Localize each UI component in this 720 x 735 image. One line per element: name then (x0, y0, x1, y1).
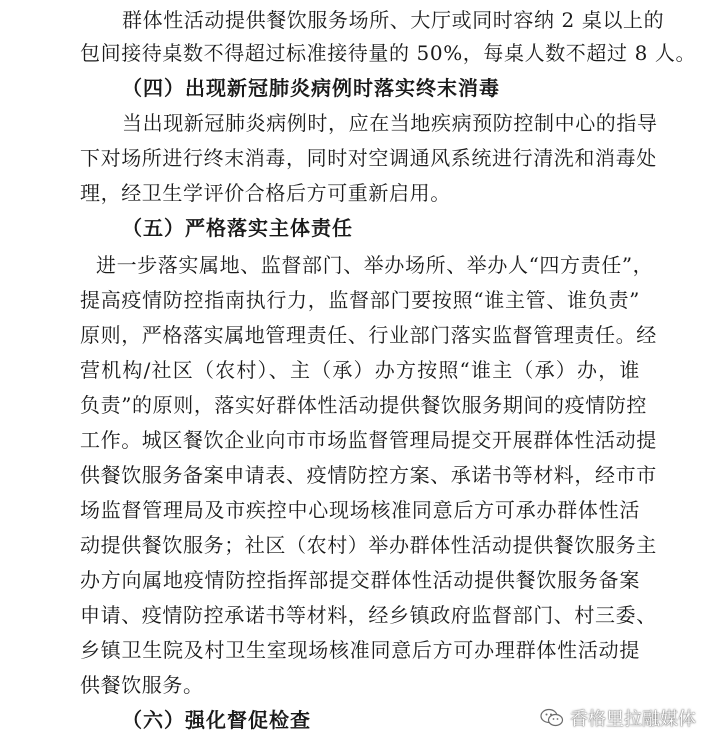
section-heading-5: （五）严格落实主体责任 (122, 216, 353, 240)
watermark-text: 香格里拉融媒体 (570, 709, 696, 730)
paragraph-line: 包间接待桌数不得超过标准接待量的 50%，每桌人数不超过 8 人。 (80, 41, 697, 65)
paragraph-line: 场监督管理局及市疾控中心现场核准同意后方可承办群体性活 (80, 498, 640, 522)
wechat-icon (540, 708, 564, 728)
paragraph-line: 理，经卫生学评价合格后方可重新启用。 (80, 181, 451, 205)
section-heading-6: （六）强化督促检查 (122, 708, 311, 732)
paragraph-line: 提高疫情防控指南执行力，监督部门要按照“谁主管、谁负责” (80, 288, 640, 312)
paragraph-line: 营机构/社区（农村）、主（承）办方按照“谁主（承）办，谁 (80, 358, 640, 382)
paragraph-line: 动提供餐饮服务；社区（农村）举办群体性活动提供餐饮服务主 (80, 533, 657, 557)
paragraph-line: 申请、疫情防控承诺书等材料，经乡镇政府监督部门、村三委、 (80, 603, 657, 627)
paragraph-line: 进一步落实属地、监督部门、举办场所、举办人“四方责任”， (96, 253, 654, 277)
paragraph-line: 办方向属地疫情防控指挥部提交群体性活动提供餐饮服务备案 (80, 568, 640, 592)
paragraph-line: 当出现新冠肺炎病例时，应在当地疾病预防控制中心的指导 (122, 111, 658, 135)
watermark (540, 705, 696, 731)
paragraph-line: 供餐饮服务备案申请表、疫情防控方案、承诺书等材料，经市市 (80, 463, 657, 487)
paragraph-line: 乡镇卫生院及村卫生室现场核准同意后方可办理群体性活动提 (80, 638, 640, 662)
paragraph-line: 群体性活动提供餐饮服务场所、大厅或同时容纳 2 桌以上的 (122, 8, 665, 32)
paragraph-line: 供餐饮服务。 (80, 673, 204, 697)
section-heading-4: （四）出现新冠肺炎病例时落实终末消毒 (122, 76, 500, 100)
paragraph-line: 原则，严格落实属地管理责任、行业部门落实监督管理责任。经 (80, 323, 657, 347)
paragraph-line: 工作。城区餐饮企业向市市场监督管理局提交开展群体性活动提 (80, 428, 657, 452)
paragraph-line: 负责”的原则，落实好群体性活动提供餐饮服务期间的疫情防控 (80, 393, 648, 417)
paragraph-line: 下对场所进行终末消毒，同时对空调通风系统进行清洗和消毒处 (80, 146, 657, 170)
